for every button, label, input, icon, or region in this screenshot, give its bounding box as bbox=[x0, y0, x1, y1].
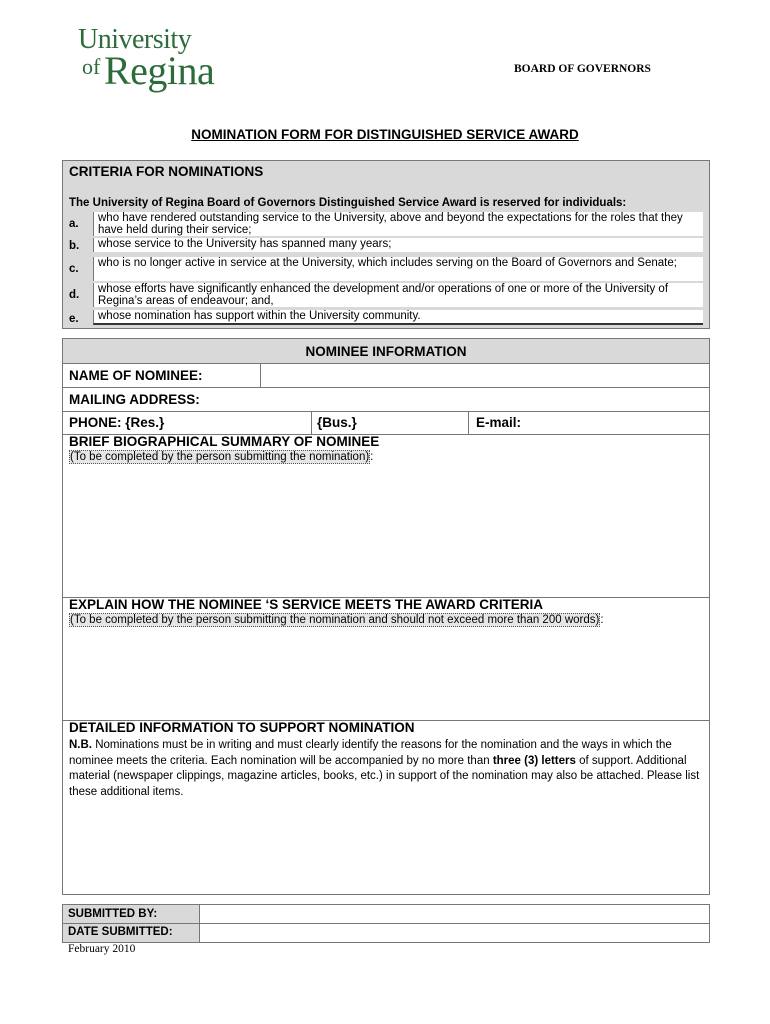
date-submitted-field[interactable] bbox=[200, 924, 709, 942]
form-title-text: NOMINATION FORM FOR DISTINGUISHED SERVICE AWARD bbox=[191, 127, 579, 142]
criteria-text: whose service to the University has spanned many years; bbox=[93, 238, 703, 252]
bio-section[interactable] bbox=[63, 435, 709, 598]
explain-note-colon: : bbox=[600, 614, 604, 626]
criteria-letter: d. bbox=[69, 289, 80, 301]
detail-text-1: Nominations must be in writing and must clearly identify the reasons for the nomination and the ways in which the nominee meets the criteria. Each nomination will be accompanied by no more than bbox=[69, 739, 672, 767]
bio-note-colon: : bbox=[370, 451, 374, 463]
bio-heading: BRIEF BIOGRAPHICAL SUMMARY OF NOMINEE bbox=[69, 434, 380, 449]
phone-res-field[interactable] bbox=[311, 412, 312, 434]
criteria-heading: CRITERIA FOR NOMINATIONS bbox=[69, 164, 264, 179]
explain-note-text: (To be completed by the person submitting the nomination and should not exceed more than 200 words) bbox=[70, 614, 600, 626]
criteria-text: who have rendered outstanding service to the University, above and beyond the expectations for the roles that they have held during their service; bbox=[93, 212, 703, 236]
submitted-by-label: SUBMITTED BY: bbox=[68, 908, 158, 920]
address-label: MAILING ADDRESS: bbox=[69, 392, 200, 407]
criteria-item bbox=[63, 310, 709, 326]
criteria-item bbox=[63, 283, 709, 307]
criteria-box bbox=[62, 160, 710, 329]
nominee-info-heading: NOMINEE INFORMATION bbox=[63, 339, 709, 364]
detail-text-2: of support. Additional material (newspaper clippings, magazine articles, books, etc.) in support of the nomination may also be attached. Please list these additional items. bbox=[69, 754, 700, 798]
logo-line-of: of bbox=[82, 54, 101, 79]
criteria-letter: b. bbox=[69, 240, 80, 252]
bio-note bbox=[69, 451, 373, 463]
footer-date: February 2010 bbox=[68, 943, 136, 955]
explain-section[interactable] bbox=[63, 598, 709, 721]
board-of-governors-label: BOARD OF GOVERNORS bbox=[514, 63, 651, 75]
criteria-letter: e. bbox=[69, 313, 79, 325]
date-submitted-label: DATE SUBMITTED: bbox=[68, 926, 173, 938]
form-title bbox=[0, 127, 770, 142]
name-row bbox=[63, 364, 709, 388]
criteria-text: whose efforts have significantly enhanced the development and/or operations of one or more of the University of Regina’s areas of endeavour; and, bbox=[93, 283, 703, 307]
explain-note bbox=[69, 614, 604, 626]
phone-res-label: PHONE: {Res.} bbox=[69, 415, 165, 430]
criteria-text: who is no longer active in service at the University, which includes serving on the Board of Governors and Senate; bbox=[93, 257, 703, 281]
logo-line-university: University bbox=[78, 24, 192, 55]
criteria-intro: The University of Regina Board of Governors Distinguished Service Award is reserved for individuals: bbox=[69, 197, 627, 209]
name-field[interactable] bbox=[260, 364, 261, 387]
email-label: E-mail: bbox=[476, 415, 522, 430]
explain-heading: EXPLAIN HOW THE NOMINEE ‘S SERVICE MEETS THE AWARD CRITERIA bbox=[69, 597, 544, 612]
criteria-text: whose nomination has support within the University community. bbox=[93, 310, 703, 325]
criteria-letter: c. bbox=[69, 263, 79, 275]
phone-bus-label: {Bus.} bbox=[317, 415, 357, 430]
criteria-item bbox=[63, 212, 709, 236]
submitted-box bbox=[62, 904, 710, 943]
submitted-by-field[interactable] bbox=[200, 905, 709, 923]
detail-nb: N.B. bbox=[69, 739, 92, 751]
logo-line-regina: Regina bbox=[104, 48, 215, 93]
detail-paragraph bbox=[69, 738, 701, 800]
university-logo bbox=[74, 24, 244, 96]
name-label: NAME OF NOMINEE: bbox=[69, 368, 203, 383]
address-row bbox=[63, 388, 709, 412]
bio-note-text: (To be completed by the person submitting the nomination) bbox=[70, 451, 370, 463]
detail-bold: three (3) letters bbox=[492, 754, 576, 767]
detail-section[interactable] bbox=[63, 721, 709, 893]
detail-heading: DETAILED INFORMATION TO SUPPORT NOMINATION bbox=[69, 720, 415, 735]
criteria-letter: a. bbox=[69, 218, 79, 230]
phone-bus-field[interactable] bbox=[468, 412, 469, 434]
criteria-item bbox=[63, 257, 709, 281]
phone-row bbox=[63, 412, 709, 435]
nominee-info-table bbox=[62, 338, 710, 895]
criteria-item bbox=[63, 238, 709, 252]
